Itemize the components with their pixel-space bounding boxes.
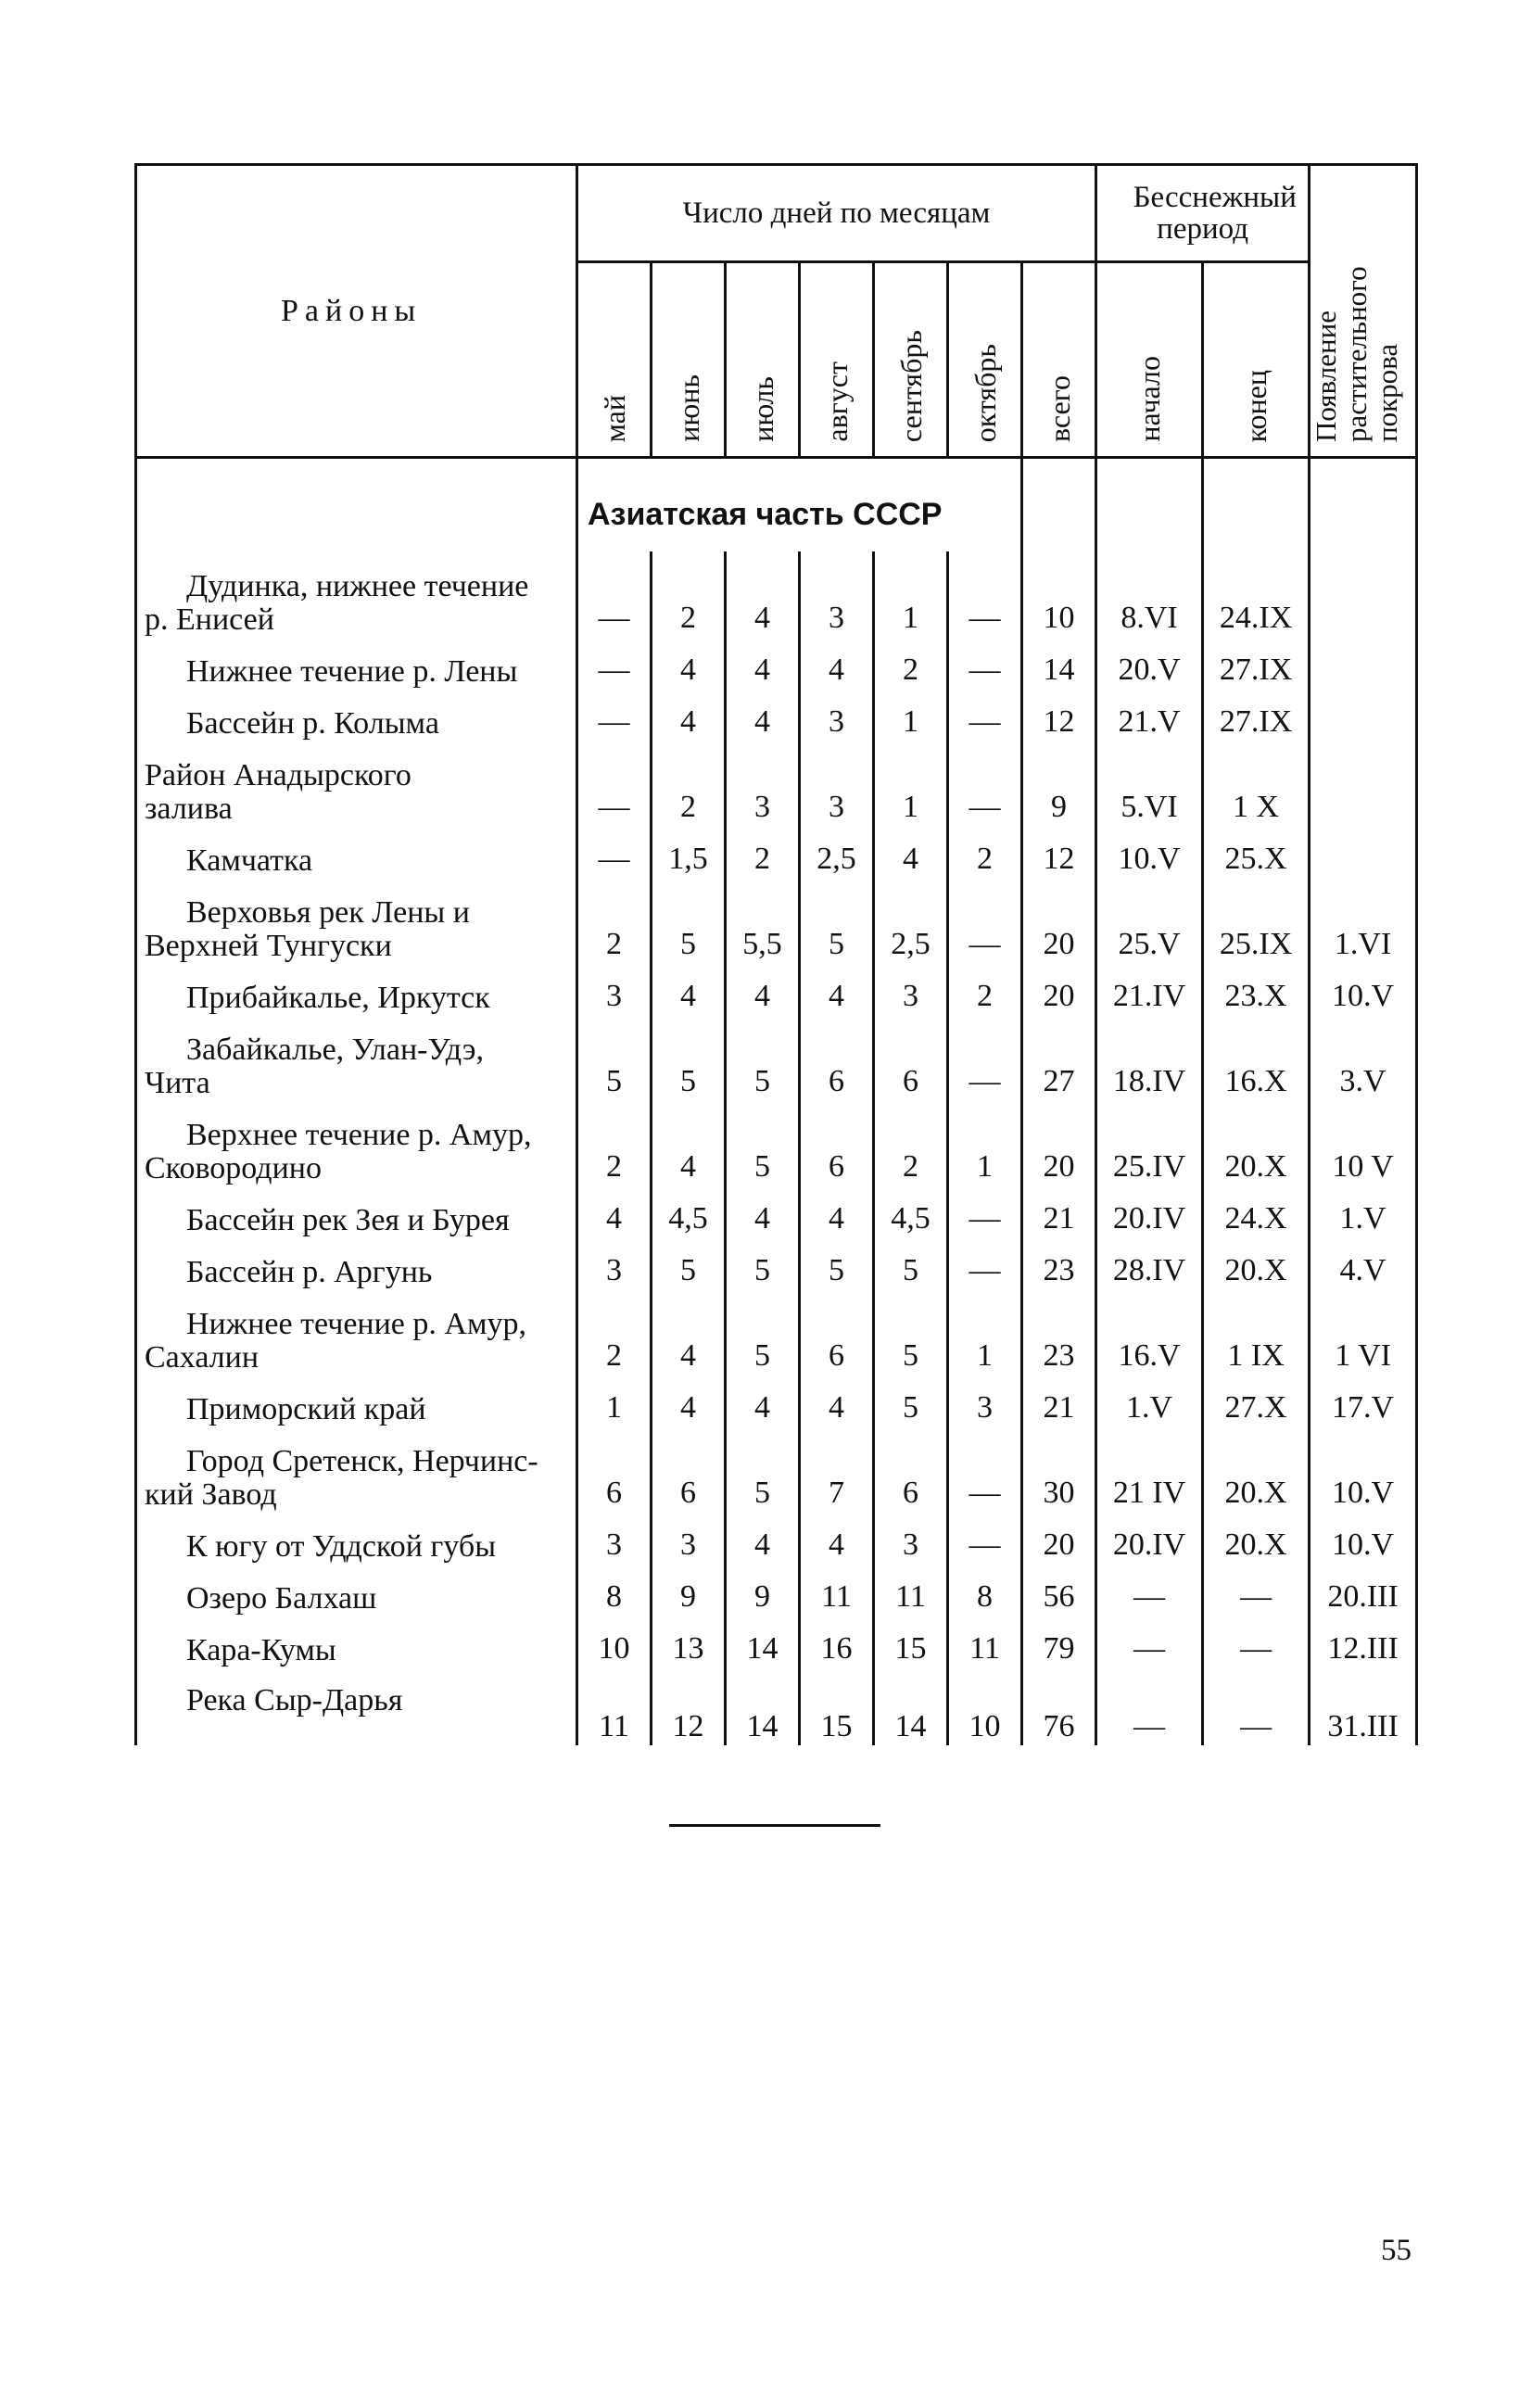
cell-may: 3 xyxy=(577,1237,652,1289)
cell-end: 24.IX xyxy=(1203,551,1310,637)
cell-vegetation xyxy=(1310,551,1417,637)
cell-august: 4 xyxy=(800,963,874,1015)
cell-july: 5 xyxy=(726,1289,800,1375)
cell-july: 2 xyxy=(726,826,800,878)
cell-october: 11 xyxy=(948,1616,1022,1667)
table-row xyxy=(136,1512,1417,1564)
cell-start: 21.V xyxy=(1096,689,1203,741)
region-cell xyxy=(136,637,577,689)
month-label: октябрь xyxy=(968,343,1002,442)
region-line: кий Завод xyxy=(145,1477,277,1512)
cell-october: 3 xyxy=(948,1375,1022,1426)
region-cell xyxy=(136,963,577,1015)
section-row-cell xyxy=(1022,458,1096,552)
cell-end: 16.X xyxy=(1203,1015,1310,1100)
cell-july: 4 xyxy=(726,1375,800,1426)
cell-september: 14 xyxy=(874,1667,948,1745)
month-label: август xyxy=(819,361,854,442)
cell-total: 12 xyxy=(1022,689,1096,741)
region-line: Сахалин xyxy=(145,1340,260,1375)
month-header-september xyxy=(874,262,948,458)
cell-july: 5 xyxy=(726,1426,800,1512)
region-line: Бассейн р. Аргунь xyxy=(186,1255,433,1289)
cell-july: 5 xyxy=(726,1015,800,1100)
cell-may: 6 xyxy=(577,1426,652,1512)
cell-october: — xyxy=(948,1185,1022,1237)
cell-october: 10 xyxy=(948,1667,1022,1745)
cell-july: 14 xyxy=(726,1616,800,1667)
cell-august: 5 xyxy=(800,878,874,963)
total-label: всего xyxy=(1042,374,1076,442)
region-line: Бассейн р. Колыма xyxy=(186,706,439,741)
cell-august: 11 xyxy=(800,1564,874,1616)
cell-total: 27 xyxy=(1022,1015,1096,1100)
cell-may: 1 xyxy=(577,1375,652,1426)
cell-total: 23 xyxy=(1022,1237,1096,1289)
region-line: Река Сыр-Дарья xyxy=(186,1683,403,1717)
cell-july: 4 xyxy=(726,963,800,1015)
region-cell xyxy=(136,551,577,637)
cell-august: 6 xyxy=(800,1100,874,1185)
cell-june: 4 xyxy=(652,637,726,689)
cell-may: 11 xyxy=(577,1667,652,1745)
snowfree-group-header xyxy=(1096,165,1310,262)
region-line: Нижнее течение р. Лены xyxy=(186,654,518,689)
region-line: Прибайкалье, Иркутск xyxy=(186,981,490,1015)
cell-total: 23 xyxy=(1022,1289,1096,1375)
cell-august: 2,5 xyxy=(800,826,874,878)
cell-total: 79 xyxy=(1022,1616,1096,1667)
region-name xyxy=(137,655,576,689)
table-row xyxy=(136,741,1417,826)
cell-september: 4 xyxy=(874,826,948,878)
region-cell xyxy=(136,689,577,741)
cell-october: — xyxy=(948,637,1022,689)
section-row-cell xyxy=(1310,458,1417,552)
cell-june: 3 xyxy=(652,1512,726,1564)
region-name xyxy=(137,1033,576,1100)
cell-end: 25.X xyxy=(1203,826,1310,878)
table-row xyxy=(136,1100,1417,1185)
region-cell xyxy=(136,1015,577,1100)
cell-june: 4 xyxy=(652,963,726,1015)
cell-september: 1 xyxy=(874,551,948,637)
cell-total: 20 xyxy=(1022,878,1096,963)
cell-start: 1.V xyxy=(1096,1375,1203,1426)
cell-total: 76 xyxy=(1022,1667,1096,1745)
cell-total: 21 xyxy=(1022,1185,1096,1237)
cell-october: — xyxy=(948,878,1022,963)
snowfree-group-label: Бесснежный период xyxy=(1133,181,1297,246)
region-line: Забайкалье, Улан-Удэ, xyxy=(186,1033,485,1067)
cell-june: 12 xyxy=(652,1667,726,1745)
month-header-june xyxy=(652,262,726,458)
cell-vegetation: 3.V xyxy=(1310,1015,1417,1100)
cell-end: 20.X xyxy=(1203,1512,1310,1564)
cell-end: — xyxy=(1203,1667,1310,1745)
cell-august: 6 xyxy=(800,1289,874,1375)
region-name xyxy=(137,1634,576,1667)
cell-vegetation: 20.III xyxy=(1310,1564,1417,1616)
cell-july: 5,5 xyxy=(726,878,800,963)
month-header-july xyxy=(726,262,800,458)
table-row xyxy=(136,878,1417,963)
region-cell xyxy=(136,1616,577,1667)
cell-start: — xyxy=(1096,1564,1203,1616)
region-line: Бассейн рек Зея и Бурея xyxy=(186,1203,510,1237)
cell-may: — xyxy=(577,637,652,689)
region-line: Город Сретенск, Нерчинс- xyxy=(186,1444,538,1478)
region-line: Нижнее течение р. Амур, xyxy=(186,1307,526,1341)
cell-may: — xyxy=(577,826,652,878)
cell-august: 7 xyxy=(800,1426,874,1512)
cell-may: 4 xyxy=(577,1185,652,1237)
region-line: залива xyxy=(145,792,233,826)
cell-september: 3 xyxy=(874,963,948,1015)
cell-october: — xyxy=(948,1426,1022,1512)
region-name xyxy=(137,1204,576,1237)
cell-start: 20.V xyxy=(1096,637,1203,689)
cell-start: 25.IV xyxy=(1096,1100,1203,1185)
cell-october: 1 xyxy=(948,1100,1022,1185)
cell-june: 2 xyxy=(652,551,726,637)
cell-vegetation: 31.III xyxy=(1310,1667,1417,1745)
cell-may: — xyxy=(577,551,652,637)
cell-may: 8 xyxy=(577,1564,652,1616)
table-row xyxy=(136,963,1417,1015)
section-row-cell xyxy=(1096,458,1203,552)
month-label: май xyxy=(597,394,631,442)
climate-table xyxy=(134,163,1418,1745)
region-line: Верхней Тунгуски xyxy=(145,929,392,963)
section-title: Азиатская часть СССР xyxy=(577,458,1022,552)
region-name xyxy=(137,896,576,963)
cell-vegetation xyxy=(1310,689,1417,741)
cell-may: 10 xyxy=(577,1616,652,1667)
cell-start: 10.V xyxy=(1096,826,1203,878)
region-cell xyxy=(136,1426,577,1512)
section-row xyxy=(136,458,1417,552)
cell-june: 5 xyxy=(652,1237,726,1289)
month-header-october xyxy=(948,262,1022,458)
cell-october: 2 xyxy=(948,826,1022,878)
cell-june: 2 xyxy=(652,741,726,826)
cell-end: 25.IX xyxy=(1203,878,1310,963)
total-header xyxy=(1022,262,1096,458)
region-name xyxy=(137,1530,576,1564)
cell-september: 4,5 xyxy=(874,1185,948,1237)
cell-july: 4 xyxy=(726,689,800,741)
cell-june: 5 xyxy=(652,1015,726,1100)
table-row xyxy=(136,1375,1417,1426)
cell-august: 16 xyxy=(800,1616,874,1667)
cell-may: — xyxy=(577,741,652,826)
cell-october: — xyxy=(948,689,1022,741)
cell-vegetation xyxy=(1310,637,1417,689)
cell-august: 15 xyxy=(800,1667,874,1745)
month-label: сентябрь xyxy=(893,329,928,442)
table-row xyxy=(136,1237,1417,1289)
region-name xyxy=(137,1445,576,1512)
region-line: Верховья рек Лены и xyxy=(186,895,470,930)
cell-september: 1 xyxy=(874,741,948,826)
cell-end: 27.IX xyxy=(1203,689,1310,741)
cell-vegetation xyxy=(1310,741,1417,826)
cell-september: 6 xyxy=(874,1426,948,1512)
region-name xyxy=(137,1256,576,1289)
cell-july: 9 xyxy=(726,1564,800,1616)
region-name xyxy=(137,844,576,878)
cell-june: 9 xyxy=(652,1564,726,1616)
cell-july: 4 xyxy=(726,1512,800,1564)
cell-september: 5 xyxy=(874,1237,948,1289)
region-name xyxy=(137,759,576,826)
cell-june: 4 xyxy=(652,1289,726,1375)
cell-july: 4 xyxy=(726,637,800,689)
region-name xyxy=(137,570,576,637)
table-header xyxy=(136,165,1417,458)
cell-vegetation: 1.V xyxy=(1310,1185,1417,1237)
cell-september: 11 xyxy=(874,1564,948,1616)
cell-july: 5 xyxy=(726,1100,800,1185)
cell-end: 23.X xyxy=(1203,963,1310,1015)
cell-may: 2 xyxy=(577,1289,652,1375)
page-number: 55 xyxy=(1381,2234,1412,2267)
vegetation-header xyxy=(1310,165,1417,458)
cell-start: — xyxy=(1096,1616,1203,1667)
cell-start: 21 IV xyxy=(1096,1426,1203,1512)
cell-total: 20 xyxy=(1022,1512,1096,1564)
region-cell xyxy=(136,1512,577,1564)
cell-may: — xyxy=(577,689,652,741)
cell-vegetation: 10 V xyxy=(1310,1100,1417,1185)
region-cell xyxy=(136,741,577,826)
cell-june: 4 xyxy=(652,1375,726,1426)
vegetation-label: Появление растительного покрова xyxy=(1310,266,1404,442)
cell-october: — xyxy=(948,551,1022,637)
cell-start: 25.V xyxy=(1096,878,1203,963)
month-label: июль xyxy=(745,376,779,442)
table-row xyxy=(136,1185,1417,1237)
cell-september: 3 xyxy=(874,1512,948,1564)
region-cell xyxy=(136,1100,577,1185)
cell-september: 2,5 xyxy=(874,878,948,963)
cell-october: — xyxy=(948,1015,1022,1100)
cell-august: 4 xyxy=(800,1375,874,1426)
cell-july: 4 xyxy=(726,1185,800,1237)
cell-june: 13 xyxy=(652,1616,726,1667)
cell-may: 5 xyxy=(577,1015,652,1100)
region-line: Сковородино xyxy=(145,1151,323,1185)
cell-august: 3 xyxy=(800,741,874,826)
month-label: июнь xyxy=(671,374,705,442)
cell-august: 4 xyxy=(800,1185,874,1237)
table-row xyxy=(136,1564,1417,1616)
table-row xyxy=(136,637,1417,689)
cell-start: 21.IV xyxy=(1096,963,1203,1015)
cell-august: 4 xyxy=(800,637,874,689)
months-group-header: Число дней по месяцам xyxy=(577,165,1096,262)
cell-september: 2 xyxy=(874,1100,948,1185)
cell-total: 30 xyxy=(1022,1426,1096,1512)
cell-july: 5 xyxy=(726,1237,800,1289)
region-name xyxy=(137,1684,576,1717)
table-row xyxy=(136,1426,1417,1512)
cell-start: 5.VI xyxy=(1096,741,1203,826)
cell-end: 24.X xyxy=(1203,1185,1310,1237)
region-cell xyxy=(136,878,577,963)
region-line: Район Анадырского xyxy=(145,758,411,792)
cell-start: 18.IV xyxy=(1096,1015,1203,1100)
table-body xyxy=(136,458,1417,1746)
region-line: Чита xyxy=(145,1066,210,1100)
cell-end: 27.X xyxy=(1203,1375,1310,1426)
region-cell xyxy=(136,1375,577,1426)
cell-june: 6 xyxy=(652,1426,726,1512)
cell-august: 3 xyxy=(800,551,874,637)
table-row xyxy=(136,551,1417,637)
region-cell xyxy=(136,1667,577,1745)
cell-vegetation: 12.III xyxy=(1310,1616,1417,1667)
cell-start: 16.V xyxy=(1096,1289,1203,1375)
table-row xyxy=(136,1616,1417,1667)
cell-july: 3 xyxy=(726,741,800,826)
cell-vegetation: 1 VI xyxy=(1310,1289,1417,1375)
end-header xyxy=(1203,262,1310,458)
region-cell xyxy=(136,1564,577,1616)
table-row xyxy=(136,1289,1417,1375)
cell-june: 4 xyxy=(652,689,726,741)
cell-end: — xyxy=(1203,1564,1310,1616)
cell-total: 14 xyxy=(1022,637,1096,689)
cell-end: 20.X xyxy=(1203,1426,1310,1512)
cell-end: 1 IX xyxy=(1203,1289,1310,1375)
cell-total: 9 xyxy=(1022,741,1096,826)
cell-august: 4 xyxy=(800,1512,874,1564)
region-cell xyxy=(136,826,577,878)
cell-total: 10 xyxy=(1022,551,1096,637)
region-cell xyxy=(136,1237,577,1289)
region-name xyxy=(137,707,576,741)
end-label: конец xyxy=(1239,369,1273,442)
cell-october: — xyxy=(948,1512,1022,1564)
cell-october: 8 xyxy=(948,1564,1022,1616)
cell-september: 1 xyxy=(874,689,948,741)
region-cell xyxy=(136,1289,577,1375)
cell-september: 15 xyxy=(874,1616,948,1667)
table-row xyxy=(136,1015,1417,1100)
region-line: К югу от Уддской губы xyxy=(186,1529,497,1564)
region-line: Приморский край xyxy=(186,1392,426,1426)
cell-september: 5 xyxy=(874,1375,948,1426)
month-header-may xyxy=(577,262,652,458)
cell-october: 1 xyxy=(948,1289,1022,1375)
cell-june: 4,5 xyxy=(652,1185,726,1237)
cell-september: 6 xyxy=(874,1015,948,1100)
cell-vegetation: 10.V xyxy=(1310,1512,1417,1564)
start-header xyxy=(1096,262,1203,458)
region-name xyxy=(137,1119,576,1185)
region-name xyxy=(137,1582,576,1616)
cell-may: 2 xyxy=(577,1100,652,1185)
cell-october: — xyxy=(948,741,1022,826)
cell-start: 20.IV xyxy=(1096,1185,1203,1237)
cell-start: — xyxy=(1096,1667,1203,1745)
cell-october: — xyxy=(948,1237,1022,1289)
cell-vegetation: 10.V xyxy=(1310,1426,1417,1512)
region-line: Озеро Балхаш xyxy=(186,1581,377,1616)
cell-may: 2 xyxy=(577,878,652,963)
cell-june: 4 xyxy=(652,1100,726,1185)
cell-vegetation: 4.V xyxy=(1310,1237,1417,1289)
region-name xyxy=(137,982,576,1015)
cell-august: 5 xyxy=(800,1237,874,1289)
region-cell xyxy=(136,1185,577,1237)
table-row xyxy=(136,689,1417,741)
cell-end: 20.X xyxy=(1203,1237,1310,1289)
cell-september: 2 xyxy=(874,637,948,689)
cell-total: 20 xyxy=(1022,1100,1096,1185)
cell-total: 56 xyxy=(1022,1564,1096,1616)
section-row-spacer xyxy=(136,458,577,552)
cell-august: 6 xyxy=(800,1015,874,1100)
table-row xyxy=(136,826,1417,878)
cell-end: 1 X xyxy=(1203,741,1310,826)
section-row-cell xyxy=(1203,458,1310,552)
region-name xyxy=(137,1308,576,1375)
region-line: Камчатка xyxy=(186,843,313,878)
cell-end: — xyxy=(1203,1616,1310,1667)
cell-june: 1,5 xyxy=(652,826,726,878)
cell-may: 3 xyxy=(577,1512,652,1564)
cell-vegetation xyxy=(1310,826,1417,878)
cell-august: 3 xyxy=(800,689,874,741)
region-line: Кара-Кумы xyxy=(186,1633,336,1667)
cell-september: 5 xyxy=(874,1289,948,1375)
start-label: начало xyxy=(1133,356,1167,442)
cell-start: 8.VI xyxy=(1096,551,1203,637)
cell-vegetation: 1.VI xyxy=(1310,878,1417,963)
footnote-rule xyxy=(669,1824,880,1827)
cell-july: 4 xyxy=(726,551,800,637)
cell-end: 27.IX xyxy=(1203,637,1310,689)
cell-end: 20.X xyxy=(1203,1100,1310,1185)
region-line: Верхнее течение р. Амур, xyxy=(186,1118,532,1152)
cell-vegetation: 17.V xyxy=(1310,1375,1417,1426)
cell-total: 20 xyxy=(1022,963,1096,1015)
cell-start: 20.IV xyxy=(1096,1512,1203,1564)
region-line: Дудинка, нижнее течение xyxy=(186,569,529,603)
region-line: р. Енисей xyxy=(145,602,274,637)
table-row xyxy=(136,1667,1417,1745)
regions-header: Районы xyxy=(136,165,577,458)
cell-july: 14 xyxy=(726,1667,800,1745)
cell-start: 28.IV xyxy=(1096,1237,1203,1289)
region-name xyxy=(137,1393,576,1426)
cell-total: 12 xyxy=(1022,826,1096,878)
cell-october: 2 xyxy=(948,963,1022,1015)
cell-june: 5 xyxy=(652,878,726,963)
cell-vegetation: 10.V xyxy=(1310,963,1417,1015)
month-header-august xyxy=(800,262,874,458)
cell-total: 21 xyxy=(1022,1375,1096,1426)
cell-may: 3 xyxy=(577,963,652,1015)
